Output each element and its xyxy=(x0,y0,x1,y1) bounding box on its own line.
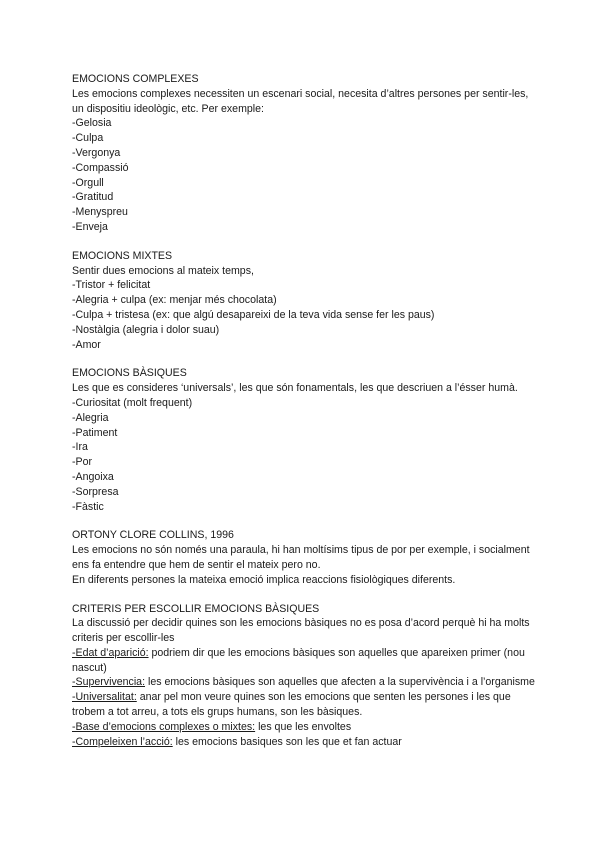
list-item: -Fàstic xyxy=(72,500,104,513)
list-item: -Nostàlgia (alegria i dolor suau) xyxy=(72,323,220,336)
section-intro: Les que es consideres ‘universals’, les que són fonamentals, les que descriuen a l’ésser humà. xyxy=(72,382,518,395)
section-heading: EMOCIONS MIXTES xyxy=(72,249,173,262)
section-heading: ORTONY CLORE COLLINS, 1996 xyxy=(72,529,234,542)
list-item: -Tristor + felicitat xyxy=(72,279,151,292)
paragraph: Les emocions no són només una paraula, hi han moltísims tipus de por per exemple, i socialment ens fa entendre que hem de sentir el mateix pero no. xyxy=(72,544,530,571)
list-item: -Patiment xyxy=(72,426,118,439)
criterion-text: anar pel mon veure quines son les emocions que senten les persones i les que trobem a tot arreu, a tots els grups humans, son les bàsiques. xyxy=(72,691,511,719)
section-intro: La discussió per decidir quines son les emocions bàsiques no es posa d’acord perquè hi ha molts criteris per escollir-les xyxy=(72,617,530,645)
criterion-item xyxy=(72,735,542,750)
criterion-text: les que les envoltes xyxy=(255,720,352,733)
list-item: -Curiositat (molt frequent) xyxy=(72,396,193,409)
paragraph: En diferents persones la mateixa emoció implica reaccions fisiològiques diferents. xyxy=(72,573,456,586)
list-item: -Angoixa xyxy=(72,470,114,483)
section-intro: Les emocions complexes necessiten un escenari social, necesita d’altres persones per sentir-les, un dispositiu ideològic, etc. Per exemple: xyxy=(72,87,529,115)
list-item: -Sorpresa xyxy=(72,485,119,498)
list-item: -Por xyxy=(72,456,93,469)
criterion-item xyxy=(72,675,542,690)
criterion-item xyxy=(72,720,542,735)
section-emocions-complexes xyxy=(72,72,542,235)
list-item: -Orgull xyxy=(72,176,104,189)
list-item: -Culpa xyxy=(72,132,104,145)
section-ortony-clore-collins xyxy=(72,528,542,587)
list-item: -Gelosia xyxy=(72,117,112,130)
criterion-term: -Compeleixen l’acció: xyxy=(72,735,173,748)
list-item: -Alegria + culpa (ex: menjar més chocolata) xyxy=(72,294,277,307)
criterion-term: -Base d’emocions complexes o mixtes: xyxy=(72,720,256,733)
document-body xyxy=(72,72,542,763)
section-emocions-mixtes xyxy=(72,249,542,353)
list-item: -Culpa + tristesa (ex: que algú desapareixi de la teva vida sense fer les paus) xyxy=(72,308,435,321)
criterion-text: les emocions bàsiques son aquelles que afecten a la supervivència i a l’organisme xyxy=(145,676,535,689)
section-heading: EMOCIONS COMPLEXES xyxy=(72,73,199,85)
section-heading: CRITERIS PER ESCOLLIR EMOCIONS BÀSIQUES xyxy=(72,602,320,615)
criterion-term: -Supervivencia: xyxy=(72,676,146,689)
list-item: -Amor xyxy=(72,338,101,351)
section-intro: Sentir dues emocions al mateix temps, xyxy=(72,264,254,277)
list-item: -Alegria xyxy=(72,411,109,424)
list-item: -Ira xyxy=(72,441,88,454)
criterion-item xyxy=(72,646,542,676)
criterion-text: les emocions basiques son les que et fan actuar xyxy=(172,735,402,748)
criterion-term: -Edat d’aparició: xyxy=(72,646,149,659)
list-item: -Menyspreu xyxy=(72,206,128,219)
section-criteris xyxy=(72,602,542,750)
section-emocions-basiques xyxy=(72,366,542,514)
criterion-term: -Universalitat: xyxy=(72,691,137,704)
list-item: -Gratitud xyxy=(72,191,114,204)
list-item: -Compassió xyxy=(72,161,129,174)
section-heading: EMOCIONS BÀSIQUES xyxy=(72,367,187,380)
criterion-item xyxy=(72,690,542,720)
list-item: -Enveja xyxy=(72,220,108,233)
criterion-text: podriem dir que les emocions bàsiques son aquelles que apareixen primer (nou nascut) xyxy=(72,646,525,674)
list-item: -Vergonya xyxy=(72,146,121,159)
